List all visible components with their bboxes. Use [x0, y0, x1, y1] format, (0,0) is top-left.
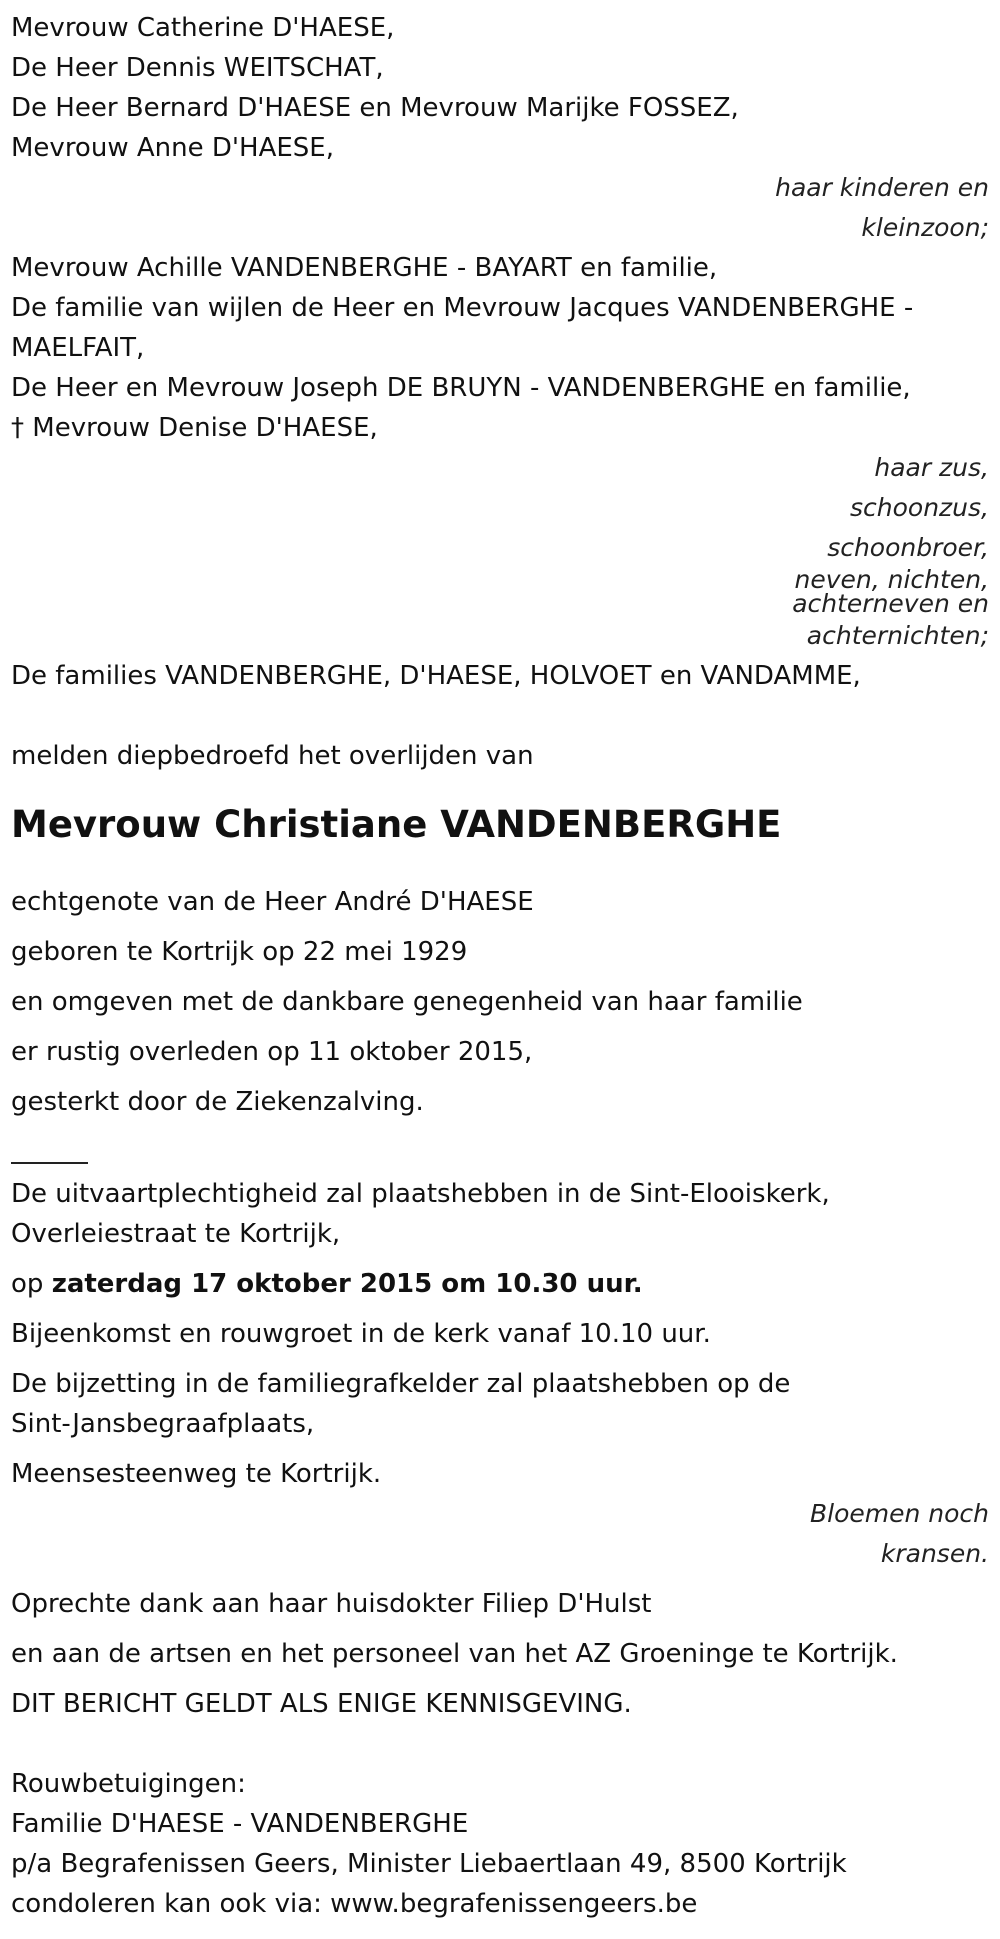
- contact-line: condoleren kan ook via: www.begrafenissengeers.be: [11, 1889, 698, 1919]
- role-line: haar kinderen en: [775, 173, 989, 202]
- cross-icon: †: [11, 413, 24, 443]
- announcement: melden diepbedroefd het overlijden van: [11, 741, 534, 771]
- burial-line: Meensesteenweg te Kortrijk.: [11, 1459, 382, 1489]
- bio-line: en omgeven met de dankbare genegenheid van haar familie: [11, 987, 803, 1017]
- role-line: schoonzus,: [850, 493, 989, 522]
- bio-line: geboren te Kortrijk op 22 mei 1929: [11, 937, 468, 967]
- flowers-line: kransen.: [880, 1539, 989, 1568]
- family-line: Mevrouw Catherine D'HAESE,: [11, 13, 395, 43]
- role-line: neven, nichten,: [794, 565, 989, 594]
- bio-line: gesterkt door de Ziekenzalving.: [11, 1087, 424, 1117]
- family-line: De Heer Bernard D'HAESE en Mevrouw Marijke FOSSEZ,: [11, 93, 739, 123]
- role-children: [11, 168, 989, 248]
- deceased-sister-line: [11, 408, 989, 448]
- bio-line: er rustig overleden op 11 oktober 2015,: [11, 1037, 533, 1067]
- role-line: kleinzoon;: [861, 213, 989, 242]
- burial-line: Sint-Jansbegraafplaats,: [11, 1409, 315, 1439]
- thanks-line: Oprechte dank aan haar huisdokter Filiep D'Hulst: [11, 1589, 652, 1619]
- gathering-line: Bijeenkomst en rouwgroet in de kerk vanaf 10.10 uur.: [11, 1319, 711, 1349]
- contact-line: Rouwbetuigingen:: [11, 1769, 246, 1799]
- flowers-line: Bloemen noch: [809, 1499, 989, 1528]
- role-line: achternichten;: [806, 621, 989, 650]
- role-line: schoonbroer,: [827, 533, 989, 562]
- relative-line: MAELFAIT,: [11, 333, 145, 363]
- funeral-date: [11, 1264, 989, 1304]
- family-line: Mevrouw Anne D'HAESE,: [11, 133, 334, 163]
- funeral-line: Overleiestraat te Kortrijk,: [11, 1219, 341, 1249]
- burial-line: De bijzetting in de familiegrafkelder zal plaatshebben op de: [11, 1369, 791, 1399]
- funeral-date-bold: zaterdag 17 oktober 2015 om 10.30 uur.: [51, 1269, 643, 1299]
- biography: [11, 882, 989, 1122]
- deceased-sister-name: Mevrouw Denise D'HAESE,: [32, 413, 378, 443]
- relative-line: Mevrouw Achille VANDENBERGHE - BAYART en familie,: [11, 253, 718, 283]
- contact-line: p/a Begrafenissen Geers, Minister Liebaertlaan 49, 8500 Kortrijk: [11, 1849, 847, 1879]
- death-notice: [11, 8, 989, 1924]
- contact: [11, 1764, 989, 1924]
- thanks-line: en aan de artsen en het personeel van het AZ Groeninge te Kortrijk.: [11, 1639, 898, 1669]
- divider: [11, 1132, 88, 1164]
- family-list: [11, 8, 989, 168]
- relative-line: De familie van wijlen de Heer en Mevrouw Jacques VANDENBERGHE -: [11, 293, 914, 323]
- relative-line: De Heer en Mevrouw Joseph DE BRUYN - VANDENBERGHE en familie,: [11, 373, 911, 403]
- family-line: De Heer Dennis WEITSCHAT,: [11, 53, 384, 83]
- deceased-name: Mevrouw Christiane VANDENBERGHE: [11, 803, 782, 846]
- role-relatives: [11, 448, 989, 656]
- thanks-line: DIT BERICHT GELDT ALS ENIGE KENNISGEVING.: [11, 1689, 632, 1719]
- thanks: [11, 1584, 989, 1724]
- relatives-list: [11, 248, 989, 448]
- funeral-line: De uitvaartplechtigheid zal plaatshebben in de Sint-Elooiskerk,: [11, 1179, 830, 1209]
- funeral-info: [11, 1174, 989, 1494]
- flowers-note: [11, 1494, 989, 1574]
- families-line: De families VANDENBERGHE, D'HAESE, HOLVOET en VANDAMME,: [11, 661, 861, 691]
- bio-line: echtgenote van de Heer André D'HAESE: [11, 887, 534, 917]
- funeral-date-prefix: op: [11, 1269, 52, 1299]
- role-line: achterneven en: [792, 589, 989, 618]
- role-line: haar zus,: [874, 453, 989, 482]
- contact-line: Familie D'HAESE - VANDENBERGHE: [11, 1809, 469, 1839]
